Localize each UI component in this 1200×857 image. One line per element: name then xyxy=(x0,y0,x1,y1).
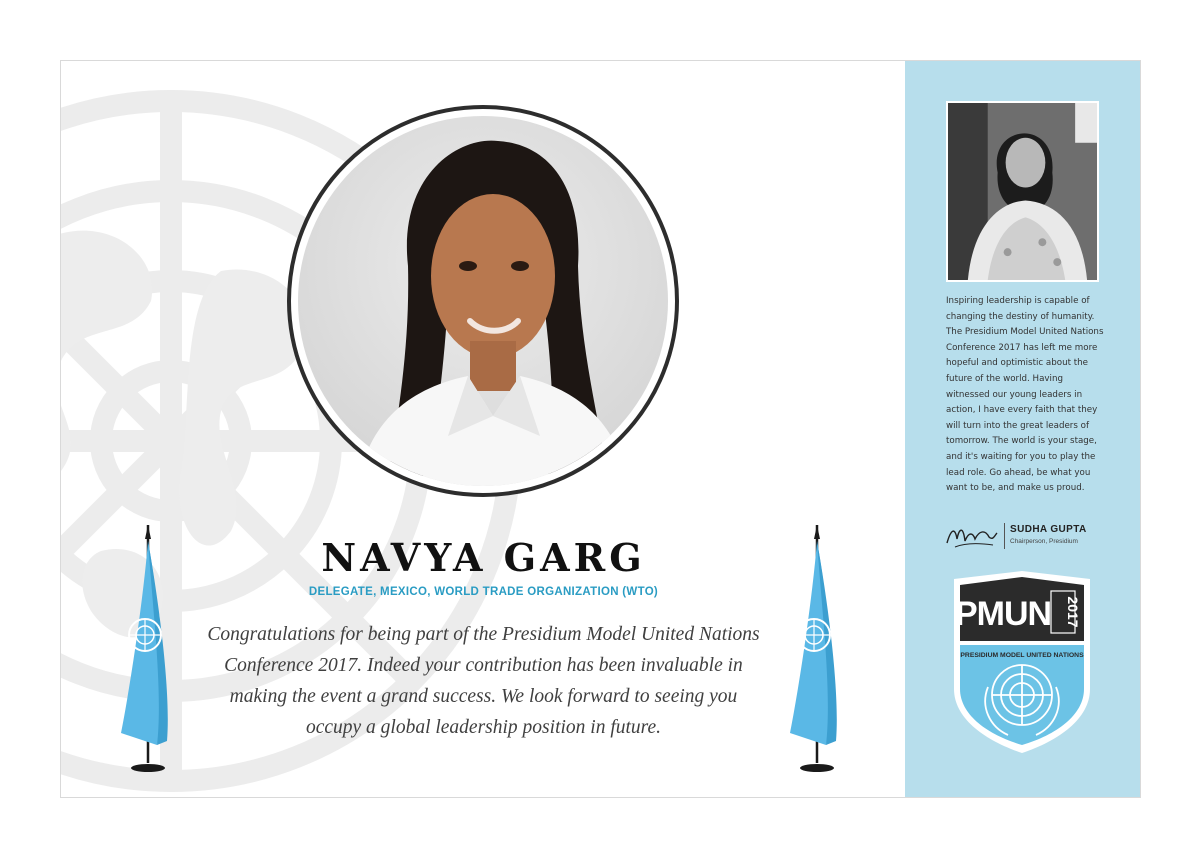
chairperson-photo xyxy=(946,101,1099,282)
delegate-role: DELEGATE, MEXICO, WORLD TRADE ORGANIZATION (WTO) xyxy=(308,586,659,598)
signature-divider xyxy=(1004,523,1005,549)
un-flag-left-icon xyxy=(119,523,179,773)
delegate-portrait xyxy=(298,116,668,486)
badge-subtitle: PRESIDIUM MODEL UNITED NATIONS xyxy=(960,652,1084,659)
delegate-portrait-frame xyxy=(287,105,679,497)
badge-year: 2017 xyxy=(1065,596,1081,628)
congratulation-message: Congratulations for being part of the Presidium Model United Nations Conference 2017. Indeed your contribution has been invaluable in making the event a grand success. We look forward to seeing you occupy a global leadership position in future. xyxy=(207,624,760,738)
chairperson-signature-icon xyxy=(945,521,999,551)
chairperson-sidebar xyxy=(905,61,1140,797)
certificate-card xyxy=(60,60,1141,798)
un-flag-right-icon xyxy=(788,523,848,773)
chairperson-quote: Inspiring leadership is capable of changing the destiny of humanity. The Presidium Model United Nations Conference 2017 has left me more hopeful and optimistic about the future of the world. Having witnessed our young leaders in action, I have every faith that they will turn into the great leaders of tomorrow. The world is your stage, and it's waiting for you to play the lead role. Go ahead, be what you want to be, and make us proud. xyxy=(946,296,1104,494)
signatory-name: SUDHA GUPTA xyxy=(1010,524,1087,535)
badge-title: PMUN xyxy=(954,595,1052,633)
delegate-name: NAVYA GARG xyxy=(321,535,646,580)
pmun-badge-icon xyxy=(948,569,1096,755)
signatory-title: Chairperson, Presidium xyxy=(1010,538,1078,545)
